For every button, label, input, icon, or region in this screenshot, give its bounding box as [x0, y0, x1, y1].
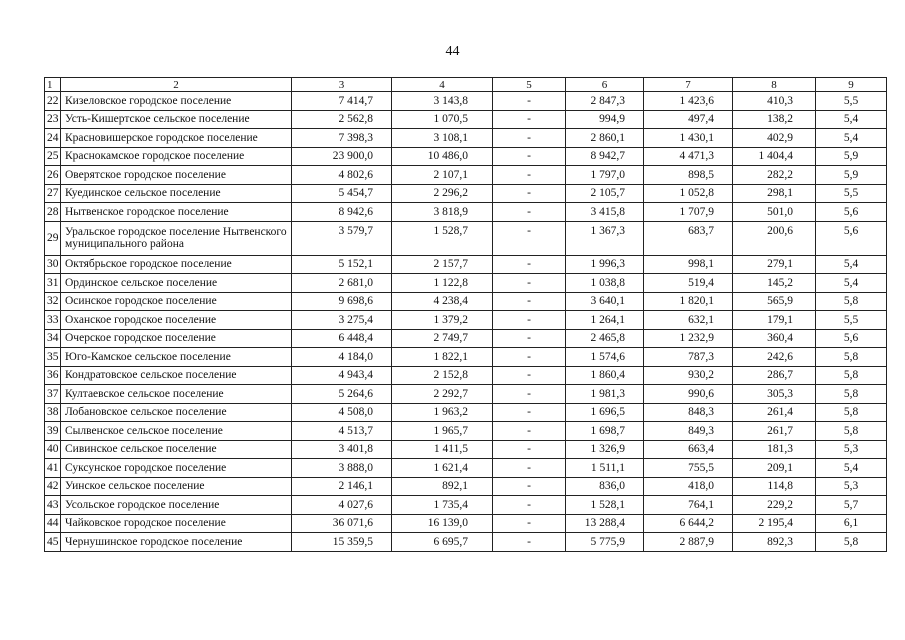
- cell-col6: 1 996,3: [566, 255, 644, 274]
- cell-col4: 1 965,7: [392, 422, 493, 441]
- table-row: [45, 477, 887, 496]
- cell-col6: 1 698,7: [566, 422, 644, 441]
- cell-col5: -: [493, 422, 566, 441]
- cell-col6: 3 640,1: [566, 292, 644, 311]
- cell-col9: 5,5: [816, 184, 887, 203]
- cell-col4: 2 296,2: [392, 184, 493, 203]
- row-number: 23: [45, 110, 61, 129]
- table-row: [45, 274, 887, 293]
- row-number: 33: [45, 311, 61, 330]
- cell-col9: 5,6: [816, 221, 887, 255]
- cell-col9: 5,9: [816, 166, 887, 185]
- settlement-name: Юго-Камское сельское поселение: [61, 348, 292, 367]
- cell-col9: 5,8: [816, 366, 887, 385]
- cell-col5: -: [493, 311, 566, 330]
- cell-col7: 6 644,2: [644, 514, 733, 533]
- cell-col8: 179,1: [733, 311, 816, 330]
- row-number: 28: [45, 203, 61, 222]
- settlement-name: Сивинское сельское поселение: [61, 440, 292, 459]
- row-number: 26: [45, 166, 61, 185]
- cell-col6: 5 775,9: [566, 533, 644, 552]
- cell-col3: 3 275,4: [292, 311, 392, 330]
- cell-col6: 2 465,8: [566, 329, 644, 348]
- settlement-name: Очерское городское поселение: [61, 329, 292, 348]
- cell-col7: 849,3: [644, 422, 733, 441]
- table-row: [45, 110, 887, 129]
- table-row: [45, 533, 887, 552]
- cell-col8: 279,1: [733, 255, 816, 274]
- cell-col6: 1 696,5: [566, 403, 644, 422]
- settlement-name: Усольское городское поселение: [61, 496, 292, 515]
- settlement-name: Кондратовское сельское поселение: [61, 366, 292, 385]
- cell-col8: 360,4: [733, 329, 816, 348]
- cell-col4: 2 292,7: [392, 385, 493, 404]
- settlement-name: Красновишерское городское поселение: [61, 129, 292, 148]
- row-number: 38: [45, 403, 61, 422]
- row-number: 24: [45, 129, 61, 148]
- cell-col5: -: [493, 459, 566, 478]
- cell-col3: 4 513,7: [292, 422, 392, 441]
- column-header: 4: [392, 78, 493, 92]
- row-number: 40: [45, 440, 61, 459]
- settlement-name: Оханское городское поселение: [61, 311, 292, 330]
- cell-col3: 23 900,0: [292, 147, 392, 166]
- row-number: 42: [45, 477, 61, 496]
- cell-col8: 892,3: [733, 533, 816, 552]
- table-row: [45, 184, 887, 203]
- cell-col8: 181,3: [733, 440, 816, 459]
- cell-col5: -: [493, 292, 566, 311]
- cell-col3: 3 401,8: [292, 440, 392, 459]
- cell-col9: 5,5: [816, 311, 887, 330]
- cell-col9: 5,4: [816, 255, 887, 274]
- row-number: 32: [45, 292, 61, 311]
- table-row: [45, 422, 887, 441]
- cell-col8: 261,7: [733, 422, 816, 441]
- cell-col6: 1 264,1: [566, 311, 644, 330]
- cell-col3: 2 681,0: [292, 274, 392, 293]
- cell-col5: -: [493, 403, 566, 422]
- cell-col5: -: [493, 92, 566, 111]
- cell-col8: 242,6: [733, 348, 816, 367]
- row-number: 29: [45, 221, 61, 255]
- cell-col6: 3 415,8: [566, 203, 644, 222]
- cell-col3: 2 146,1: [292, 477, 392, 496]
- settlement-name: Куединское сельское поселение: [61, 184, 292, 203]
- cell-col6: 2 847,3: [566, 92, 644, 111]
- column-header: 5: [493, 78, 566, 92]
- settlement-name: Чайковское городское поселение: [61, 514, 292, 533]
- cell-col8: 298,1: [733, 184, 816, 203]
- cell-col3: 8 942,6: [292, 203, 392, 222]
- row-number: 41: [45, 459, 61, 478]
- cell-col3: 7 414,7: [292, 92, 392, 111]
- cell-col6: 2 860,1: [566, 129, 644, 148]
- cell-col3: 5 454,7: [292, 184, 392, 203]
- cell-col7: 1 820,1: [644, 292, 733, 311]
- settlement-name: Сылвенское сельское поселение: [61, 422, 292, 441]
- cell-col4: 1 379,2: [392, 311, 493, 330]
- cell-col8: 410,3: [733, 92, 816, 111]
- cell-col4: 3 143,8: [392, 92, 493, 111]
- cell-col9: 6,1: [816, 514, 887, 533]
- cell-col6: 1 528,1: [566, 496, 644, 515]
- cell-col9: 5,8: [816, 292, 887, 311]
- cell-col5: -: [493, 329, 566, 348]
- cell-col6: 836,0: [566, 477, 644, 496]
- cell-col4: 3 818,9: [392, 203, 493, 222]
- cell-col9: 5,6: [816, 203, 887, 222]
- settlement-name: Кизеловское городское поселение: [61, 92, 292, 111]
- cell-col7: 998,1: [644, 255, 733, 274]
- row-number: 35: [45, 348, 61, 367]
- cell-col6: 1 326,9: [566, 440, 644, 459]
- row-number: 31: [45, 274, 61, 293]
- cell-col6: 8 942,7: [566, 147, 644, 166]
- cell-col9: 5,5: [816, 92, 887, 111]
- cell-col5: -: [493, 385, 566, 404]
- data-table: [44, 77, 887, 552]
- cell-col9: 5,8: [816, 533, 887, 552]
- table-row: [45, 496, 887, 515]
- cell-col7: 4 471,3: [644, 147, 733, 166]
- cell-col8: 286,7: [733, 366, 816, 385]
- cell-col8: 114,8: [733, 477, 816, 496]
- cell-col5: -: [493, 166, 566, 185]
- cell-col5: -: [493, 440, 566, 459]
- table-row: [45, 459, 887, 478]
- column-header: 3: [292, 78, 392, 92]
- cell-col4: 16 139,0: [392, 514, 493, 533]
- cell-col7: 755,5: [644, 459, 733, 478]
- cell-col6: 1 860,4: [566, 366, 644, 385]
- table-row: [45, 366, 887, 385]
- cell-col4: 2 157,7: [392, 255, 493, 274]
- cell-col5: -: [493, 274, 566, 293]
- cell-col4: 1 735,4: [392, 496, 493, 515]
- cell-col4: 1 070,5: [392, 110, 493, 129]
- row-number: 25: [45, 147, 61, 166]
- cell-col6: 1 797,0: [566, 166, 644, 185]
- cell-col3: 7 398,3: [292, 129, 392, 148]
- cell-col6: 2 105,7: [566, 184, 644, 203]
- cell-col7: 632,1: [644, 311, 733, 330]
- cell-col4: 1 963,2: [392, 403, 493, 422]
- cell-col5: -: [493, 129, 566, 148]
- cell-col6: 1 511,1: [566, 459, 644, 478]
- cell-col3: 2 562,8: [292, 110, 392, 129]
- settlement-name: Нытвенское городское поселение: [61, 203, 292, 222]
- cell-col6: 994,9: [566, 110, 644, 129]
- cell-col6: 1 574,6: [566, 348, 644, 367]
- table-row: [45, 348, 887, 367]
- column-header: 9: [816, 78, 887, 92]
- cell-col8: 2 195,4: [733, 514, 816, 533]
- cell-col4: 3 108,1: [392, 129, 493, 148]
- cell-col3: 4 508,0: [292, 403, 392, 422]
- cell-col8: 565,9: [733, 292, 816, 311]
- cell-col9: 5,8: [816, 403, 887, 422]
- settlement-name: Уральское городское поселение Нытвенского муниципального района: [61, 221, 292, 255]
- cell-col5: -: [493, 255, 566, 274]
- settlement-name: Култаевское сельское поселение: [61, 385, 292, 404]
- table-row: [45, 255, 887, 274]
- cell-col5: -: [493, 184, 566, 203]
- cell-col5: -: [493, 348, 566, 367]
- cell-col5: -: [493, 110, 566, 129]
- cell-col3: 6 448,4: [292, 329, 392, 348]
- cell-col7: 898,5: [644, 166, 733, 185]
- cell-col3: 5 264,6: [292, 385, 392, 404]
- table-row: [45, 403, 887, 422]
- table-row: [45, 514, 887, 533]
- cell-col5: -: [493, 147, 566, 166]
- cell-col3: 15 359,5: [292, 533, 392, 552]
- cell-col9: 5,3: [816, 440, 887, 459]
- cell-col7: 418,0: [644, 477, 733, 496]
- table-row: [45, 292, 887, 311]
- cell-col6: 13 288,4: [566, 514, 644, 533]
- row-number: 45: [45, 533, 61, 552]
- cell-col5: -: [493, 203, 566, 222]
- cell-col4: 1 822,1: [392, 348, 493, 367]
- cell-col3: 4 027,6: [292, 496, 392, 515]
- cell-col3: 4 943,4: [292, 366, 392, 385]
- row-number: 44: [45, 514, 61, 533]
- cell-col7: 683,7: [644, 221, 733, 255]
- cell-col9: 5,4: [816, 274, 887, 293]
- cell-col9: 5,4: [816, 110, 887, 129]
- settlement-name: Чернушинское городское поселение: [61, 533, 292, 552]
- cell-col6: 1 367,3: [566, 221, 644, 255]
- cell-col7: 990,6: [644, 385, 733, 404]
- settlement-name: Суксунское городское поселение: [61, 459, 292, 478]
- cell-col7: 663,4: [644, 440, 733, 459]
- column-header: 2: [61, 78, 292, 92]
- cell-col7: 1 052,8: [644, 184, 733, 203]
- cell-col7: 1 232,9: [644, 329, 733, 348]
- cell-col9: 5,9: [816, 147, 887, 166]
- cell-col3: 5 152,1: [292, 255, 392, 274]
- cell-col4: 10 486,0: [392, 147, 493, 166]
- cell-col9: 5,8: [816, 422, 887, 441]
- cell-col3: 4 802,6: [292, 166, 392, 185]
- column-header: 1: [45, 78, 61, 92]
- column-header: 8: [733, 78, 816, 92]
- cell-col9: 5,8: [816, 348, 887, 367]
- cell-col9: 5,3: [816, 477, 887, 496]
- row-number: 22: [45, 92, 61, 111]
- cell-col9: 5,4: [816, 459, 887, 478]
- cell-col8: 145,2: [733, 274, 816, 293]
- cell-col4: 2 107,1: [392, 166, 493, 185]
- cell-col3: 4 184,0: [292, 348, 392, 367]
- cell-col7: 1 707,9: [644, 203, 733, 222]
- table-row: [45, 385, 887, 404]
- settlement-name: Ординское сельское поселение: [61, 274, 292, 293]
- table-row: [45, 203, 887, 222]
- cell-col4: 892,1: [392, 477, 493, 496]
- cell-col9: 5,7: [816, 496, 887, 515]
- cell-col8: 200,6: [733, 221, 816, 255]
- cell-col8: 305,3: [733, 385, 816, 404]
- row-number: 34: [45, 329, 61, 348]
- cell-col8: 261,4: [733, 403, 816, 422]
- table-body: [45, 78, 887, 552]
- cell-col9: 5,4: [816, 129, 887, 148]
- cell-col4: 1 528,7: [392, 221, 493, 255]
- cell-col4: 4 238,4: [392, 292, 493, 311]
- cell-col7: 1 423,6: [644, 92, 733, 111]
- settlement-name: Лобановское сельское поселение: [61, 403, 292, 422]
- row-number: 43: [45, 496, 61, 515]
- settlement-name: Оверятское городское поселение: [61, 166, 292, 185]
- cell-col6: 1 038,8: [566, 274, 644, 293]
- table-row: [45, 147, 887, 166]
- table-row: [45, 440, 887, 459]
- cell-col4: 1 411,5: [392, 440, 493, 459]
- settlement-name: Уинское сельское поселение: [61, 477, 292, 496]
- settlement-name: Усть-Кишертское сельское поселение: [61, 110, 292, 129]
- cell-col5: -: [493, 366, 566, 385]
- cell-col8: 138,2: [733, 110, 816, 129]
- cell-col8: 501,0: [733, 203, 816, 222]
- header-row: [45, 78, 887, 92]
- cell-col7: 764,1: [644, 496, 733, 515]
- cell-col4: 6 695,7: [392, 533, 493, 552]
- settlement-name: Осинское городское поселение: [61, 292, 292, 311]
- table-row: [45, 92, 887, 111]
- cell-col3: 36 071,6: [292, 514, 392, 533]
- cell-col7: 1 430,1: [644, 129, 733, 148]
- cell-col3: 9 698,6: [292, 292, 392, 311]
- cell-col7: 497,4: [644, 110, 733, 129]
- cell-col3: 3 888,0: [292, 459, 392, 478]
- table-row: [45, 166, 887, 185]
- cell-col8: 209,1: [733, 459, 816, 478]
- cell-col5: -: [493, 533, 566, 552]
- cell-col9: 5,8: [816, 385, 887, 404]
- cell-col4: 1 621,4: [392, 459, 493, 478]
- cell-col9: 5,6: [816, 329, 887, 348]
- cell-col4: 1 122,8: [392, 274, 493, 293]
- row-number: 30: [45, 255, 61, 274]
- row-number: 36: [45, 366, 61, 385]
- table-row: [45, 221, 887, 255]
- column-header: 6: [566, 78, 644, 92]
- cell-col5: -: [493, 496, 566, 515]
- cell-col8: 1 404,4: [733, 147, 816, 166]
- cell-col4: 2 749,7: [392, 329, 493, 348]
- row-number: 39: [45, 422, 61, 441]
- cell-col7: 930,2: [644, 366, 733, 385]
- row-number: 27: [45, 184, 61, 203]
- cell-col7: 787,3: [644, 348, 733, 367]
- page-number: 44: [445, 44, 460, 59]
- settlement-name: Краснокамское городское поселение: [61, 147, 292, 166]
- table-row: [45, 329, 887, 348]
- cell-col8: 229,2: [733, 496, 816, 515]
- cell-col7: 519,4: [644, 274, 733, 293]
- cell-col5: -: [493, 221, 566, 255]
- column-header: 7: [644, 78, 733, 92]
- cell-col8: 282,2: [733, 166, 816, 185]
- cell-col6: 1 981,3: [566, 385, 644, 404]
- cell-col5: -: [493, 477, 566, 496]
- cell-col5: -: [493, 514, 566, 533]
- table-row: [45, 311, 887, 330]
- cell-col7: 848,3: [644, 403, 733, 422]
- cell-col4: 2 152,8: [392, 366, 493, 385]
- cell-col3: 3 579,7: [292, 221, 392, 255]
- table-row: [45, 129, 887, 148]
- settlement-name: Октябрьское городское поселение: [61, 255, 292, 274]
- cell-col7: 2 887,9: [644, 533, 733, 552]
- row-number: 37: [45, 385, 61, 404]
- cell-col8: 402,9: [733, 129, 816, 148]
